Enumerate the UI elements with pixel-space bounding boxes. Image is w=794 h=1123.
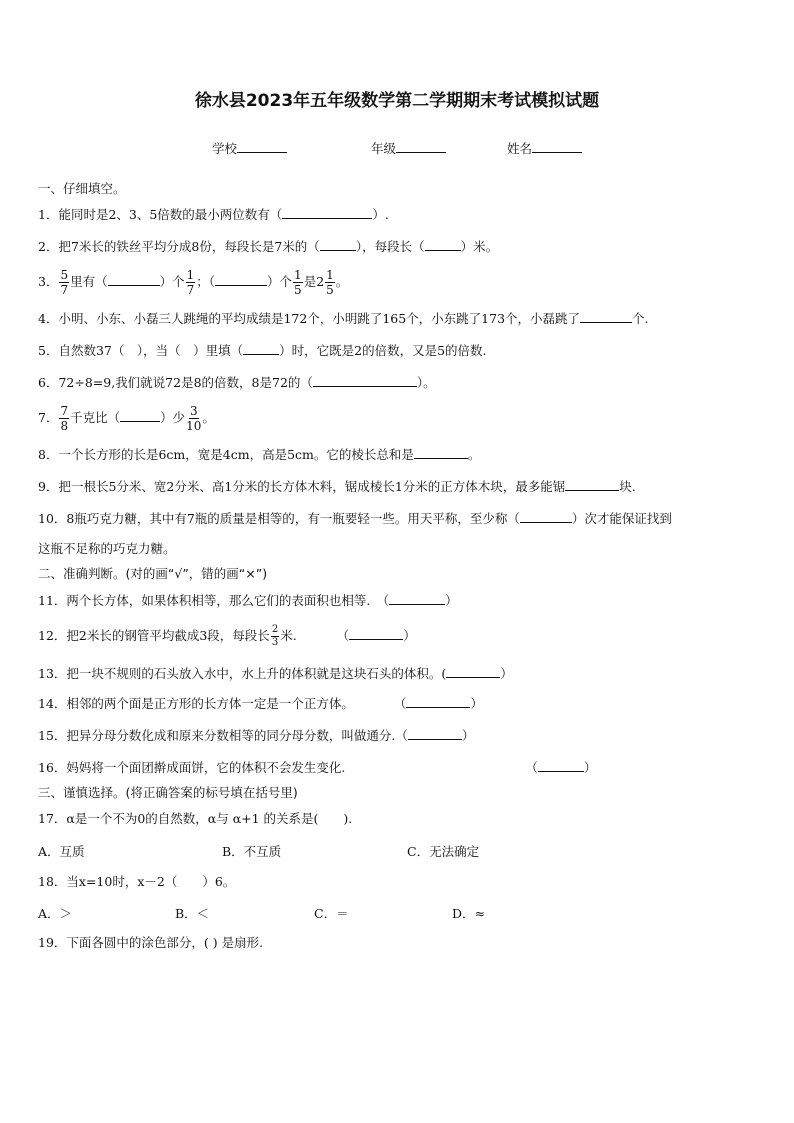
answer-blank[interactable] bbox=[520, 510, 572, 523]
fraction: $\frac{1}{7}$ bbox=[186, 268, 195, 297]
answer-blank[interactable] bbox=[320, 238, 356, 251]
question-10-continued: 这瓶不足称的巧克力糖。 bbox=[38, 541, 176, 556]
option-a[interactable]: A．互质 bbox=[38, 844, 85, 859]
answer-blank[interactable] bbox=[565, 478, 619, 491]
grade-blank[interactable] bbox=[396, 140, 446, 153]
answer-blank[interactable] bbox=[215, 273, 267, 286]
fraction: $\frac{1}{5}$ bbox=[326, 268, 334, 297]
answer-blank[interactable] bbox=[408, 727, 462, 740]
fraction: $\frac{5}{7}$ bbox=[60, 268, 69, 297]
question-11: 11．两个长方体，如果体积相等，那么它们的表面积也相等. （ ） bbox=[38, 593, 458, 608]
name-blank[interactable] bbox=[532, 140, 582, 153]
question-1: 1．能同时是2、3、5倍数的最小两位数有（ ）. bbox=[38, 207, 389, 222]
section-fill-blanks: 一、仔细填空。 bbox=[38, 181, 126, 196]
question-6: 6．72÷8=9,我们就说72是8的倍数，8是72的（ ）。 bbox=[38, 375, 436, 390]
answer-blank[interactable] bbox=[538, 759, 584, 772]
question-9: 9．把一根长5分米、宽2分米、高1分米的长方体木料，锯成棱长1分米的正方体木块，最多能锯 块. bbox=[38, 479, 636, 494]
answer-blank[interactable] bbox=[120, 409, 160, 422]
option-d[interactable]: D．≈ bbox=[452, 906, 485, 921]
fraction: $\frac{7}{8}$ bbox=[60, 404, 69, 433]
question-10: 10．8瓶巧克力糖，其中有7瓶的质量是相等的，有一瓶要轻一些。用天平称，至少称（ ）次才能保证找到 bbox=[38, 511, 672, 526]
name-label: 姓名 bbox=[507, 141, 533, 156]
grade-field bbox=[371, 139, 446, 157]
question-12: 12．把2米长的钢管平均截成3段，每段长 $\frac{2}{3}$ 米. （ ） bbox=[38, 624, 416, 648]
question-7: 7． $\frac{7}{8}$ 千克比（ ）少 $\frac{3}{10}$ 。 bbox=[38, 404, 215, 433]
question-8: 8．一个长方形的长是6cm，宽是4cm，高是5cm。它的棱长总和是 。 bbox=[38, 447, 481, 462]
fraction: $\frac{3}{10}$ bbox=[186, 404, 202, 433]
answer-blank[interactable] bbox=[425, 238, 461, 251]
section-judge: 二、准确判断。(对的画“√”，错的画“×”) bbox=[38, 566, 268, 581]
school-field bbox=[212, 139, 287, 157]
option-b[interactable]: B．＜ bbox=[175, 906, 210, 921]
name-field bbox=[507, 139, 582, 157]
question-17: 17．α是一个不为0的自然数，α与 α+1 的关系是( ). bbox=[38, 811, 353, 826]
answer-blank[interactable] bbox=[414, 446, 468, 459]
answer-blank[interactable] bbox=[349, 627, 403, 640]
option-a[interactable]: A．＞ bbox=[38, 906, 73, 921]
school-blank[interactable] bbox=[237, 140, 287, 153]
grade-label: 年级 bbox=[371, 141, 397, 156]
question-4: 4．小明、小东、小磊三人跳绳的平均成绩是172个，小明跳了165个，小东跳了173个，小磊跳了 个. bbox=[38, 311, 649, 326]
answer-blank[interactable] bbox=[389, 592, 445, 605]
question-18: 18．当x=10时，x－2（ ）6。 bbox=[38, 874, 236, 889]
question-5: 5．自然数37（ ），当（ ）里填（ ）时，它既是2的倍数，又是5的倍数. bbox=[38, 343, 487, 358]
section-choose: 三、谨慎选择。(将正确答案的标号填在括号里) bbox=[38, 785, 298, 800]
fraction: $\frac{2}{3}$ bbox=[271, 624, 279, 648]
question-16: 16．妈妈将一个面团擀成面饼，它的体积不会发生变化. （ ） bbox=[38, 760, 597, 775]
question-3: 3． $\frac{5}{7}$ 里有（ ）个 $\frac{1}{7}$ ；（ ）个 $\frac{1}{5}$ 是2 $\frac{1}{5}$ 。 bbox=[38, 268, 349, 297]
question-13: 13．把一块不规则的石头放入水中，水上升的体积就是这块石头的体积。( ） bbox=[38, 666, 513, 681]
option-c[interactable]: C．无法确定 bbox=[407, 844, 480, 859]
answer-blank[interactable] bbox=[406, 695, 470, 708]
answer-blank[interactable] bbox=[313, 374, 417, 387]
option-b[interactable]: B．不互质 bbox=[222, 844, 282, 859]
question-15: 15．把异分母分数化成和原来分数相等的同分母分数，叫做通分.（ ） bbox=[38, 728, 475, 743]
school-label: 学校 bbox=[212, 141, 238, 156]
answer-blank[interactable] bbox=[580, 310, 632, 323]
answer-blank[interactable] bbox=[243, 342, 279, 355]
option-c[interactable]: C．＝ bbox=[314, 906, 349, 921]
answer-blank[interactable] bbox=[282, 206, 372, 219]
question-19: 19．下面各圆中的涂色部分，( ) 是扇形. bbox=[38, 935, 264, 950]
page-title: 徐水县2023年五年级数学第二学期期末考试模拟试题 bbox=[194, 91, 600, 111]
fraction: $\frac{1}{5}$ bbox=[294, 268, 302, 297]
question-14: 14．相邻的两个面是正方形的长方体一定是一个正方体。 （ ） bbox=[38, 696, 483, 711]
answer-blank[interactable] bbox=[446, 665, 500, 678]
answer-blank[interactable] bbox=[108, 273, 160, 286]
question-2: 2．把7米长的铁丝平均分成8份，每段长是7米的（ ），每段长（ ）米。 bbox=[38, 239, 499, 254]
